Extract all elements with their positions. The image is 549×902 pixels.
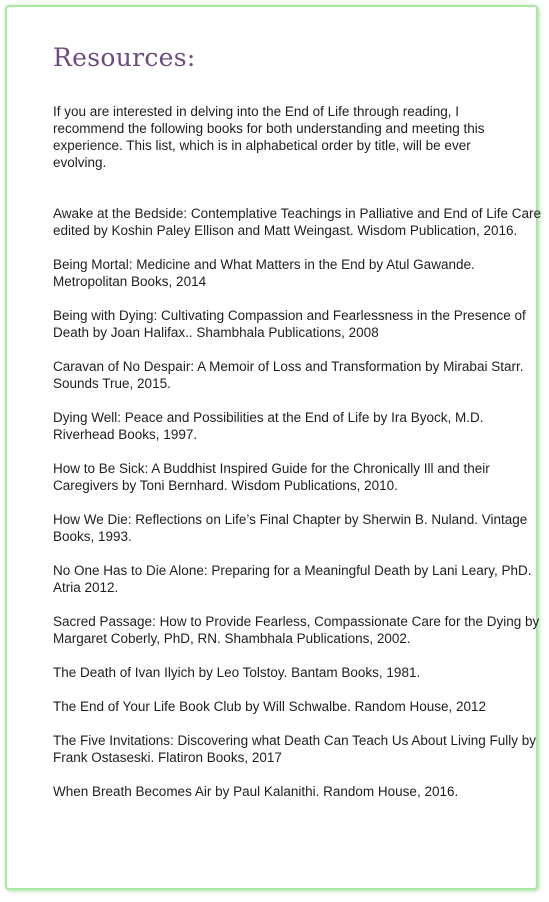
list-item: Caravan of No Despair: A Memoir of Loss and Transformation by Mirabai Starr. Sounds True, 2015.: [53, 359, 524, 391]
list-item: When Breath Becomes Air by Paul Kalanithi. Random House, 2016.: [53, 784, 459, 799]
list-item: How to Be Sick: A Buddhist Inspired Guide for the Chronically Ill and their Caregivers by Toni Bernhard. Wisdom Publications, 2010.: [53, 461, 490, 493]
list-item: The End of Your Life Book Club by Will Schwalbe. Random House, 2012: [53, 699, 487, 714]
list-item: Awake at the Bedside: Contemplative Teachings in Palliative and End of Life Care edited by Koshin Paley Ellison and Matt Weingast. Wisdom Publication, 2016.: [53, 206, 542, 238]
book-list: [53, 205, 545, 817]
list-item: Being with Dying: Cultivating Compassion and Fearlessness in the Presence of Death by Joan Halifax.. Shambhala Publications, 2008: [53, 308, 526, 340]
list-item: Sacred Passage: How to Provide Fearless, Compassionate Care for the Dying by Margaret Coberly, PhD, RN. Shambhala Publications, 2002.: [53, 614, 540, 646]
list-item: The Five Invitations: Discovering what Death Can Teach Us About Living Fully by Frank Ostaseski. Flatiron Books, 2017: [53, 733, 536, 765]
list-item: Being Mortal: Medicine and What Matters in the End by Atul Gawande. Metropolitan Books, 2014: [53, 257, 475, 289]
page-title: Resources:: [53, 43, 196, 72]
list-item: Dying Well: Peace and Possibilities at the End of Life by Ira Byock, M.D. Riverhead Books, 1997.: [53, 410, 484, 442]
list-item: No One Has to Die Alone: Preparing for a Meaningful Death by Lani Leary, PhD. Atria 2012.: [53, 563, 532, 595]
intro-paragraph: If you are interested in delving into the End of Life through reading, I recommend the following books for both understanding and meeting this experience. This list, which is in alphabetical order by title, will be ever evolving.: [53, 104, 485, 170]
page-frame: [5, 5, 542, 890]
list-item: The Death of Ivan Ilyich by Leo Tolstoy. Bantam Books, 1981.: [53, 665, 421, 680]
list-item: How We Die: Reflections on Life’s Final Chapter by Sherwin B. Nuland. Vintage Books, 1993.: [53, 512, 528, 544]
